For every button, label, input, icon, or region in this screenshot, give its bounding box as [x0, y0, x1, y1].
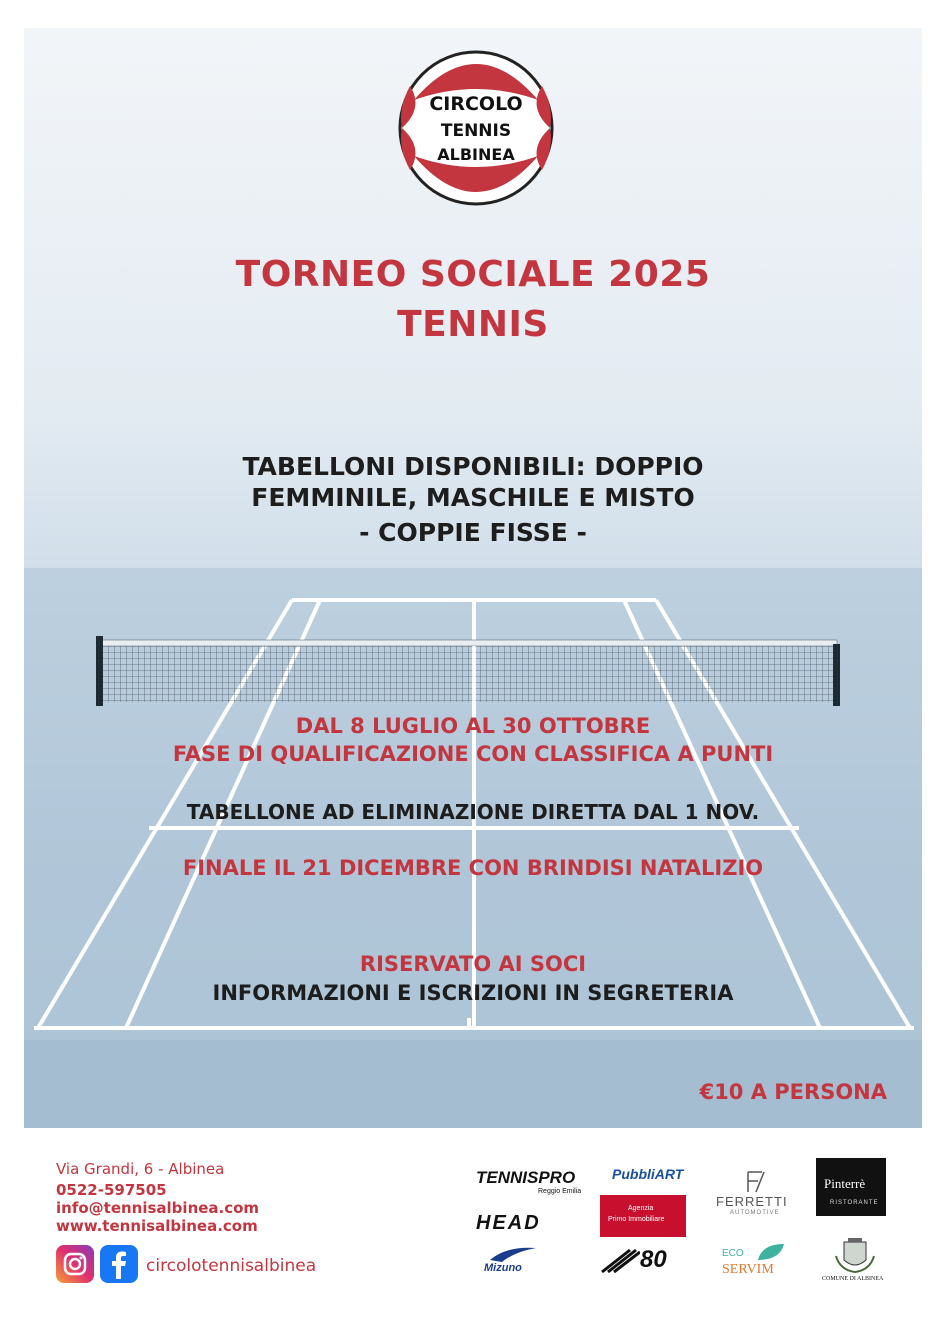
sponsor-comune-logo [822, 1236, 892, 1286]
circolo-tennis-albinea-logo [396, 48, 556, 208]
leaf-icon [756, 1242, 786, 1262]
head-text: HEAD [476, 1212, 541, 1234]
schedule-dates: DAL 8 LUGLIO AL 30 OTTOBRE [295, 714, 651, 738]
ferretti-mark-icon [716, 1170, 796, 1194]
instagram-icon[interactable] [56, 1245, 94, 1283]
facebook-icon[interactable] [100, 1245, 138, 1283]
number80-text: 80 [640, 1246, 667, 1273]
ferretti-sub: AUTOMOTIVE [730, 1210, 780, 1216]
coat-of-arms-icon [830, 1236, 880, 1274]
info-notice: INFORMAZIONI E ISCRIZIONI IN SEGRETERIA [212, 981, 734, 1005]
pubbliart-text: PubbliART [612, 1166, 684, 1182]
ecoservim-line2: SERVIM [722, 1262, 774, 1277]
sponsor-mizuno-logo [484, 1244, 544, 1280]
logo-line2: TENNIS [440, 121, 512, 141]
reserved-notice: RISERVATO AI SOCI [359, 952, 587, 976]
subtitle-line3: - COPPIE FISSE - [359, 518, 587, 547]
stripes-icon [600, 1246, 640, 1276]
website-link[interactable]: www.tennisalbinea.com [56, 1217, 258, 1235]
sponsor-pinterre-logo [816, 1158, 886, 1216]
sponsor-agenzia-logo [600, 1195, 686, 1237]
comune-text: COMUNE DI ALBINEA [822, 1276, 884, 1282]
tennispro-text: TENNISPRO [476, 1168, 576, 1187]
sponsor-tennispro-logo [476, 1164, 586, 1200]
agenzia-line1: Agenzia [628, 1205, 654, 1212]
schedule-final: FINALE IL 21 DICEMBRE CON BRINDISI NATALIZIO [182, 856, 764, 880]
address: Via Grandi, 6 - Albinea [56, 1160, 225, 1178]
mizuno-runbird-icon [484, 1244, 540, 1264]
sponsor-80-logo [600, 1246, 686, 1280]
agenzia-line2: Primo Immobiliare [608, 1216, 665, 1223]
sponsor-ecoservim-logo [722, 1242, 792, 1282]
title-line1: TORNEO SOCIALE 2025 [235, 254, 711, 295]
sponsor-ferretti-logo [716, 1170, 796, 1220]
tennispro-sub: Reggio Emilia [538, 1188, 582, 1195]
phone-number[interactable]: 0522-597505 [56, 1181, 167, 1199]
sponsor-pubbliart-logo [612, 1164, 692, 1192]
schedule-elimination: TABELLONE AD ELIMINAZIONE DIRETTA DAL 1 NOV. [186, 800, 760, 824]
logo-line3: ALBINEA [437, 145, 515, 164]
ecoservim-line1: ECO [722, 1248, 744, 1259]
pinterre-text: Pinterrè [824, 1176, 866, 1191]
pinterre-sub: RISTORANTE [830, 1200, 879, 1206]
subtitle-line1: TABELLONI DISPONIBILI: DOPPIO [242, 452, 704, 481]
mizuno-text: Mizuno [484, 1262, 522, 1274]
title-line2: TENNIS [397, 304, 549, 345]
email-link[interactable]: info@tennisalbinea.com [56, 1199, 260, 1217]
poster [24, 28, 922, 1128]
footer [0, 1140, 950, 1344]
social-handle[interactable]: circolotennisalbinea [146, 1256, 317, 1276]
ferretti-text: FERRETTI [716, 1194, 788, 1209]
price-label: €10 A PERSONA [699, 1080, 887, 1104]
subtitle-line2: FEMMINILE, MASCHILE E MISTO [251, 483, 695, 512]
logo-line1: CIRCOLO [429, 93, 523, 115]
sponsor-head-logo [476, 1212, 586, 1236]
schedule-qualification: FASE DI QUALIFICAZIONE CON CLASSIFICA A PUNTI [172, 742, 774, 766]
